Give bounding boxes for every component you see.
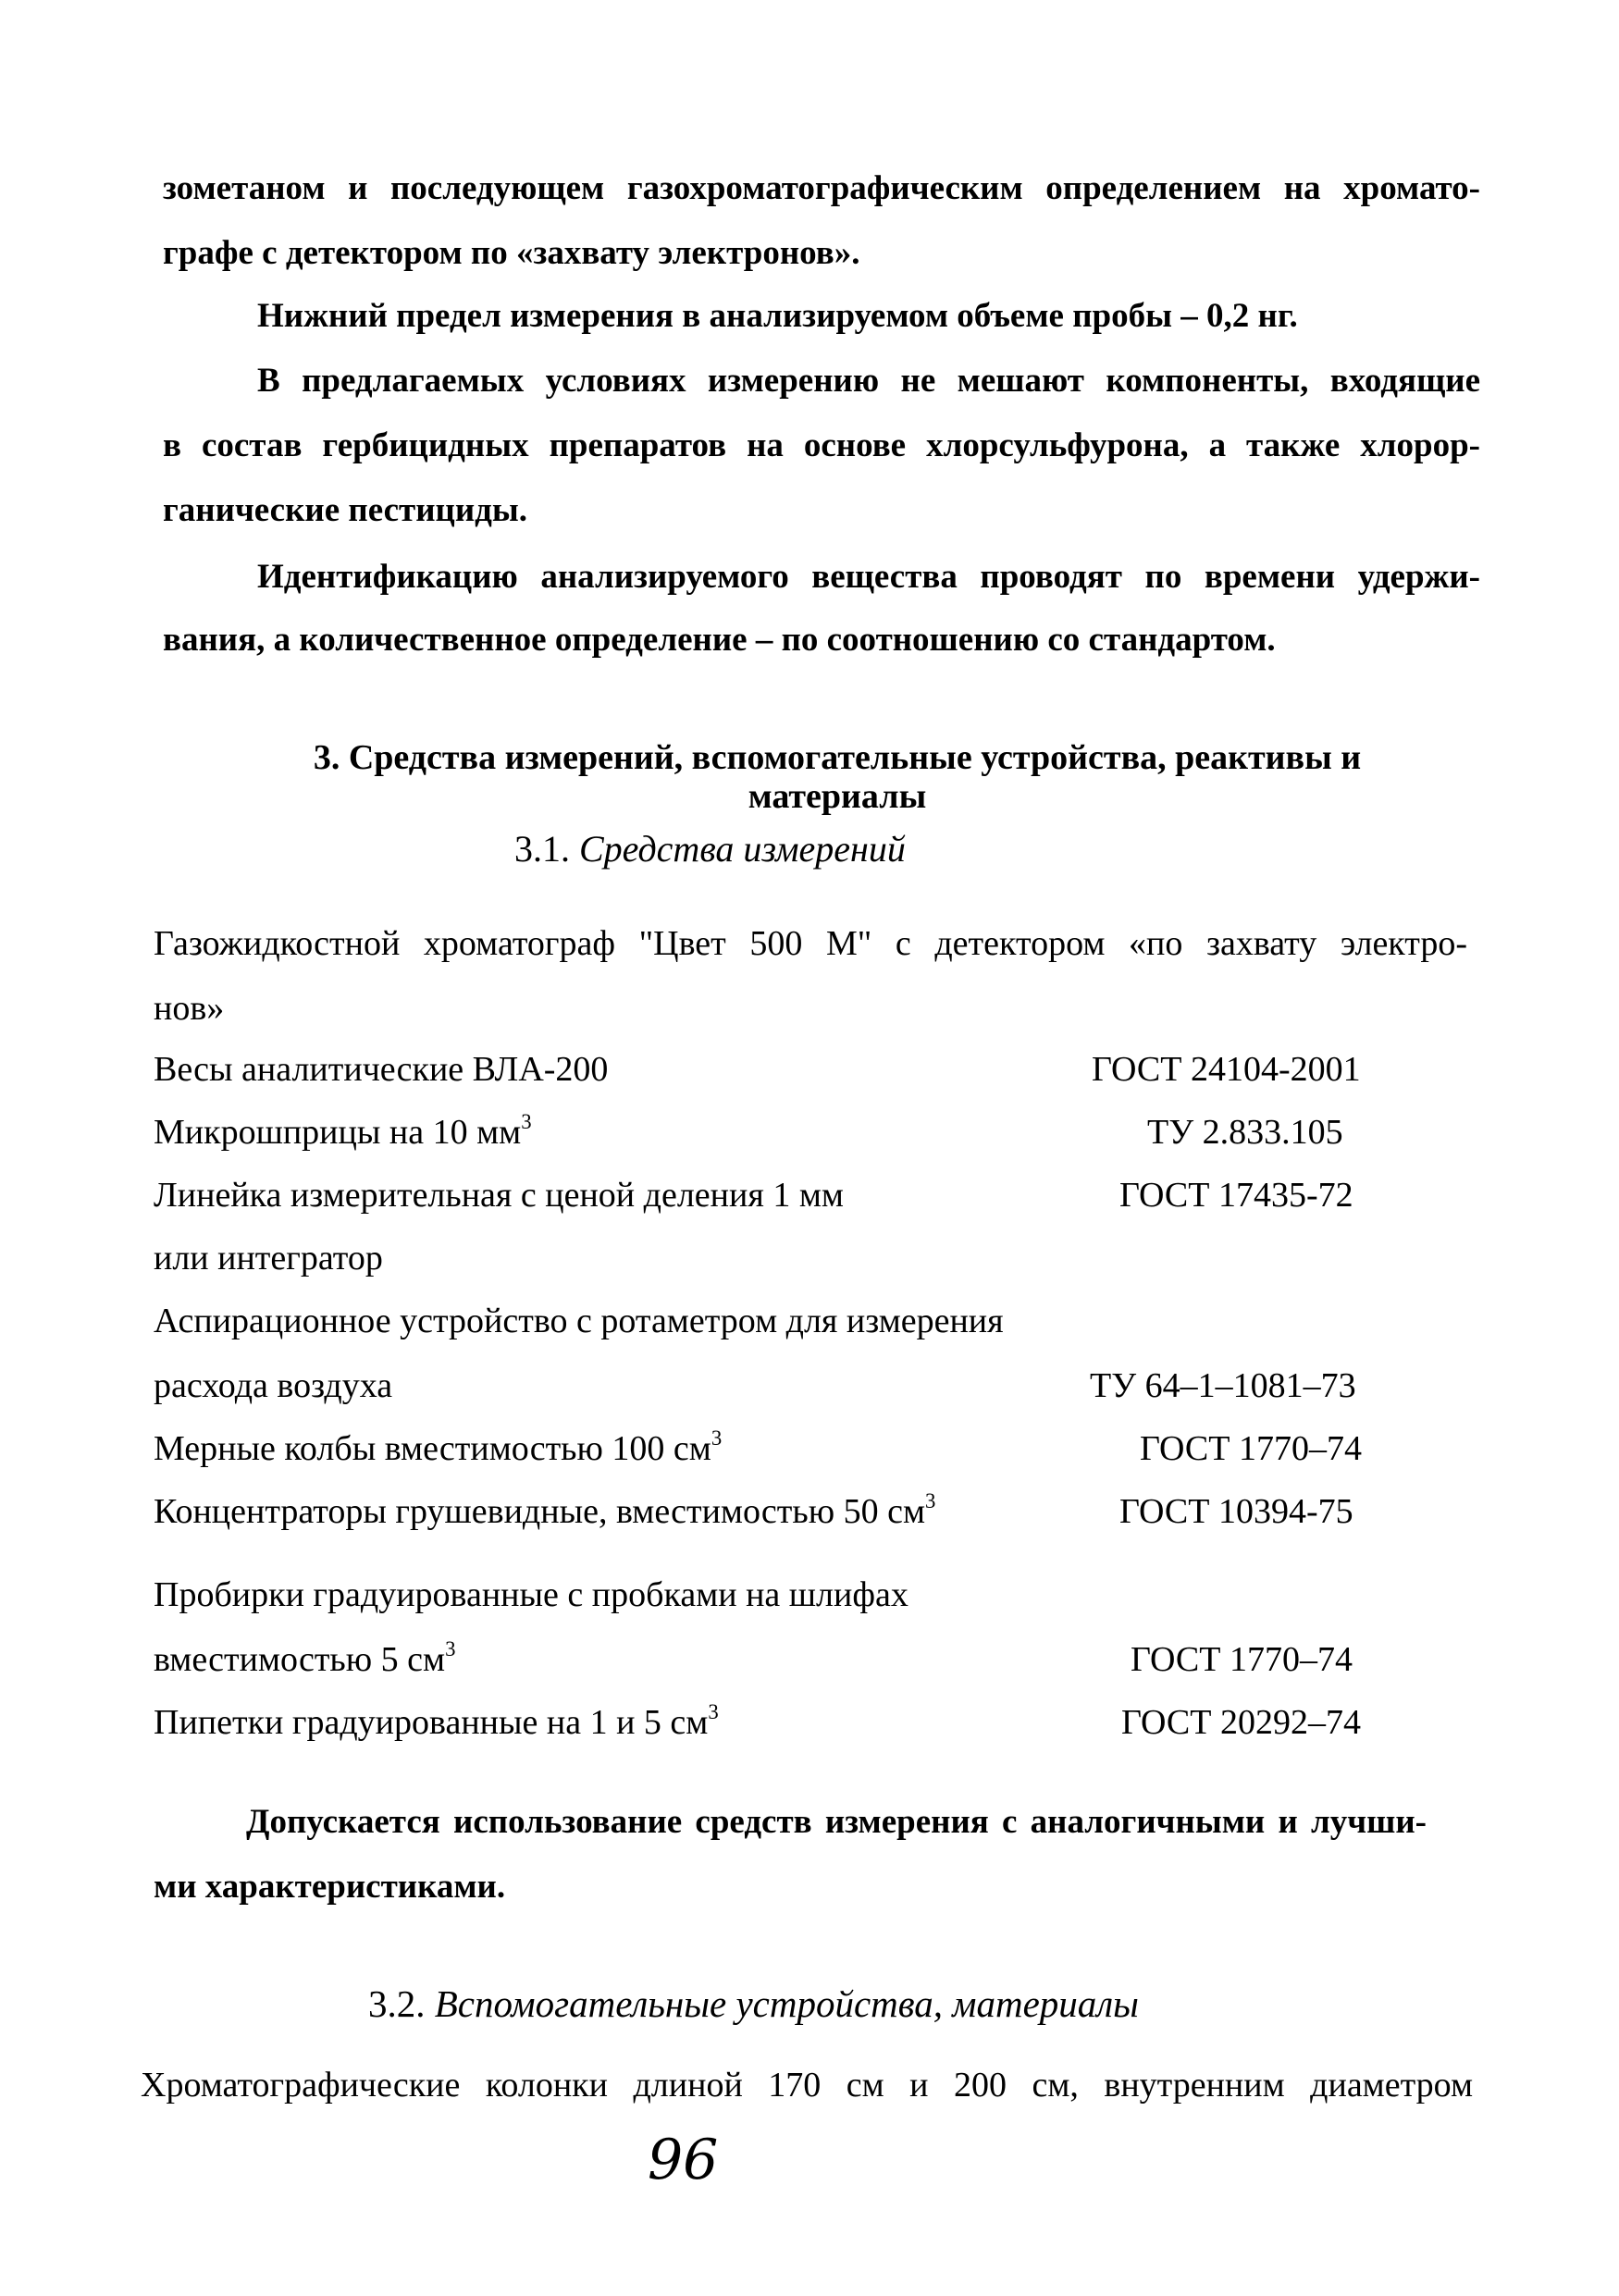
intro-line-3: Нижний предел измерения в анализируемом объеме пробы – 0,2 нг. (257, 297, 1298, 335)
subsection-3-2-title: Вспомогательные устройства, материалы (434, 1982, 1139, 2025)
item-microsyringes-text: Микрошприцы на 10 мм (154, 1113, 522, 1152)
subsection-3-2-heading (368, 1981, 1139, 2026)
item-concentrators (154, 1489, 935, 1534)
item-aspiration-line-2: расхода воздуха (154, 1366, 393, 1405)
allowed-note-line-2: ми характеристиками. (154, 1868, 506, 1906)
item-aspiration-line-1: Аспирационное устройство с ротаметром для измерения (154, 1302, 1004, 1340)
item-microsyringes-standard: ТУ 2.833.105 (1147, 1113, 1343, 1152)
intro-line-1: зометаном и последующем газохроматографическим определением на хромато- (163, 169, 1480, 207)
item-chromatograph-line-2: нов» (154, 989, 225, 1028)
item-ruler-standard: ГОСТ 17435-72 (1119, 1176, 1353, 1215)
superscript: 3 (445, 1637, 456, 1661)
item-ruler-line-2: или интегратор (154, 1239, 383, 1278)
subsection-3-2-number: 3.2. (368, 1982, 426, 2025)
page-number: 96 (648, 2128, 719, 2192)
superscript: 3 (521, 1110, 532, 1134)
intro-line-5: в состав гербицидных препаратов на основе хлорсульфурона, а также хлорор- (163, 426, 1480, 464)
intro-line-6: ганические пестициды. (163, 491, 528, 529)
item-flasks-text: Мерные колбы вместимостью 100 см (154, 1429, 711, 1468)
item-tubes-standard: ГОСТ 1770–74 (1131, 1640, 1353, 1679)
section-3-title-line-2: материалы (748, 777, 927, 816)
subsection-3-1-heading (514, 827, 906, 871)
subsection-3-1-title: Средства измерений (579, 828, 906, 870)
item-flasks (154, 1426, 722, 1471)
intro-line-7: Идентификацию анализируемого вещества проводят по времени удержи- (257, 558, 1480, 596)
subsection-3-1-number: 3.1. (514, 828, 570, 870)
subsection-3-2-text-line: Хроматографические колонки длиной 170 см и 200 см, внутренним диаметром (141, 2066, 1473, 2105)
superscript: 3 (711, 1426, 723, 1450)
item-scales-standard: ГОСТ 24104-2001 (1092, 1050, 1361, 1089)
item-tubes-text: вместимостью 5 см (154, 1640, 446, 1679)
allowed-note-line-1: Допускается использование средств измерения с аналогичными и лучши- (246, 1803, 1427, 1841)
item-concentrators-text: Концентраторы грушевидные, вместимостью 50 см (154, 1492, 926, 1531)
item-chromatograph-line-1: Газожидкостной хроматограф "Цвет 500 М" с детектором «по захвату электро- (154, 924, 1467, 963)
superscript: 3 (925, 1489, 936, 1513)
item-flasks-standard: ГОСТ 1770–74 (1140, 1429, 1362, 1468)
item-aspiration-standard: ТУ 64–1–1081–73 (1090, 1366, 1356, 1405)
section-3-title-line-1: 3. Средства измерений, вспомогательные устройства, реактивы и (313, 738, 1362, 777)
intro-line-4: В предлагаемых условиях измерению не мешают компоненты, входящие (257, 362, 1480, 400)
intro-line-8: вания, а количественное определение – по соотношению со стандартом. (163, 621, 1276, 659)
item-tubes-line-1: Пробирки градуированные с пробками на шлифах (154, 1575, 908, 1614)
item-pipettes-standard: ГОСТ 20292–74 (1121, 1703, 1361, 1742)
item-pipettes (154, 1700, 719, 1745)
item-concentrators-standard: ГОСТ 10394-75 (1119, 1492, 1353, 1531)
intro-line-2: графе с детектором по «захвату электронов». (163, 234, 860, 272)
superscript: 3 (708, 1700, 719, 1724)
item-pipettes-text: Пипетки градуированные на 1 и 5 см (154, 1703, 709, 1742)
item-tubes-line-2 (154, 1637, 455, 1682)
item-scales: Весы аналитические ВЛА-200 (154, 1050, 609, 1089)
item-ruler-line-1: Линейка измерительная с ценой деления 1 мм (154, 1176, 844, 1215)
item-microsyringes (154, 1110, 532, 1154)
